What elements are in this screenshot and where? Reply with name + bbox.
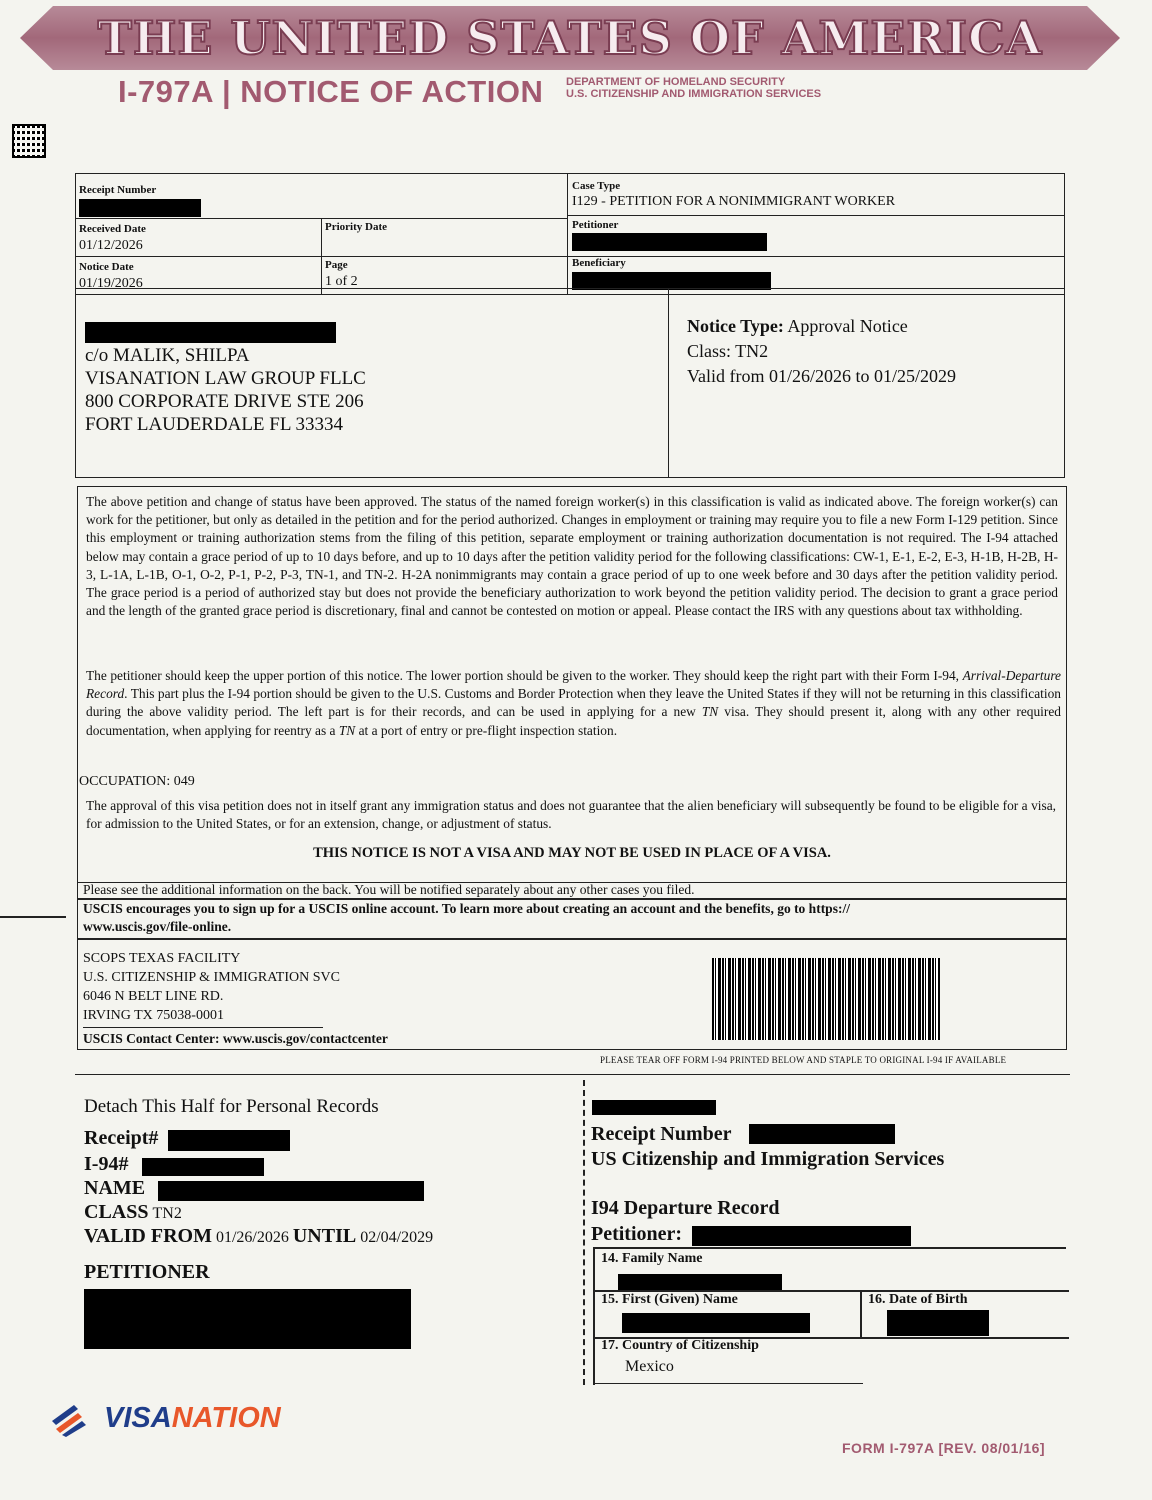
fold-mark [0, 916, 66, 918]
approval-paragraph: The above petition and change of status have been approved. The status of the named foreign worker(s) in this classification is valid as indicated above. The foreign worker(s) can work for the petitioner, but only as detailed in the petition and for the period authorized. Changes in employment or training may require you to file a new Form I-129 petition. Since this employment or training authorization stems from the filing of this petition, separate employment or training authorization documentation is not required. The I-94 attached below may contain a grace period of up to 10 days before, and up to 10 days after the petition validity period for the following classifications: CW-1, E-1, E-2, E-3, H-1B, H-2B, H-3, L-1A, L-1B, O-1, O-2, P-1, P-2, P-3, TN-1, and TN-2. H-2A nonimmigrants may contain a grace period of up to one week before and 30 days after the petition validity period. The grace period is a period of authorized stay but does not provide the beneficiary authorization to work beyond the petition validity period. The decision to grant a grace period and the length of the granted grace period is discretionary, final and cannot be contested on motion or appeal. Please contact the IRS with any questions about tax withholding. [86, 494, 1058, 619]
form-title: I-797A | NOTICE OF ACTION [118, 74, 544, 109]
notice-type-label: Notice Type: [687, 316, 784, 336]
not-a-visa-warning: THIS NOTICE IS NOT A VISA AND MAY NOT BE USED IN PLACE OF A VISA. [313, 845, 831, 861]
redacted-i94 [142, 1158, 264, 1176]
petitioner-instructions-paragraph: The petitioner should keep the upper portion of this notice. The lower portion should be given to the worker. They should keep the right part with their Form I-94, Arrival-Departure Record. This part plus the I-94 portion should be given to the U.S. Customs and Border Protection when they leave the United States if they will not be returning in this classification during the above validity period. The left part is for their records, and can be used in applying for a new TN visa. They should present it, along with any other required documentation, when applying for reentry as a TN at a port of entry or pre-flight inspection station. [86, 668, 1061, 738]
online-account-notice [83, 900, 850, 936]
redacted-dob [887, 1310, 989, 1336]
redacted-stub-name [158, 1181, 424, 1201]
occupation-code: OCCUPATION: 049 [79, 774, 195, 789]
case-type-value: I129 - PETITION FOR A NONIMMIGRANT WORKER [572, 194, 896, 209]
redacted-i94-number [592, 1100, 716, 1115]
facility-line-1: SCOPS TEXAS FACILITY [83, 951, 241, 966]
dept-line-1: DEPARTMENT OF HOMELAND SECURITY [566, 76, 786, 88]
visanation-logo-icon [48, 1401, 90, 1437]
notice-class: Class: TN2 [687, 341, 769, 361]
additional-info-text: Please see the additional information on the back. You will be notified separately about any other cases you filed. [83, 882, 695, 897]
detach-heading: Detach This Half for Personal Records [84, 1096, 379, 1117]
country-value: Mexico [625, 1358, 674, 1375]
qr-code-frame [12, 124, 46, 158]
address-line-4: FORT LAUDERDALE FL 33334 [85, 414, 344, 435]
i94-fields-box [593, 1247, 1066, 1249]
form-revision: FORM I-797A [REV. 08/01/16] [842, 1440, 1046, 1456]
family-name-label: 14. Family Name [601, 1251, 703, 1266]
contact-center: USCIS Contact Center: www.uscis.gov/contactcenter [83, 1031, 388, 1046]
redacted-receipt-number [79, 199, 201, 217]
redacted-stub-petitioner [84, 1289, 411, 1349]
stub-validity: VALID FROM 01/26/2026 UNTIL 02/04/2029 [84, 1225, 434, 1247]
redacted-stub-receipt [168, 1130, 290, 1151]
banner-title: THE UNITED STATES OF AMERICA [97, 11, 1043, 65]
redacted-right-petitioner [692, 1226, 911, 1246]
facility-line-3: 6046 N BELT LINE RD. [83, 989, 224, 1004]
stub-class-value: TN2 [152, 1205, 182, 1222]
page-value: 1 of 2 [325, 274, 358, 289]
address-line-3: 800 CORPORATE DRIVE STE 206 [85, 391, 364, 412]
stub-receipt-label: Receipt# [84, 1127, 159, 1149]
stub-petitioner-label: PETITIONER [84, 1261, 210, 1283]
redacted-first-name [622, 1313, 810, 1333]
facility-line-4: IRVING TX 75038-0001 [83, 1008, 224, 1023]
barcode-icon [712, 958, 940, 1040]
receipt-number-label: Receipt Number [79, 184, 157, 196]
page-label: Page [325, 259, 348, 271]
case-type-label: Case Type [572, 180, 621, 192]
redacted-right-receipt [749, 1124, 895, 1144]
first-name-label: 15. First (Given) Name [601, 1292, 738, 1307]
address-line-2: VISANATION LAW GROUP FLLC [85, 368, 366, 389]
stub-i94-label: I-94# [84, 1153, 129, 1175]
stub-class: CLASS TN2 [84, 1201, 182, 1223]
notice-validity: Valid from 01/26/2026 to 01/25/2029 [687, 366, 956, 386]
dob-label: 16. Date of Birth [868, 1292, 968, 1307]
approval-disclaimer: The approval of this visa petition does not in itself grant any immigration status and does not guarantee that the alien beneficiary will subsequently be found to be eligible for a visa, for admission to the United States, or for an extension, change, or adjustment of status. [86, 798, 1056, 832]
received-date-value: 01/12/2026 [79, 238, 143, 253]
petitioner-label: Petitioner [572, 219, 619, 231]
stub-name-label: NAME [84, 1177, 146, 1199]
dept-line-2: U.S. CITIZENSHIP AND IMMIGRATION SERVICES [566, 88, 822, 100]
right-petitioner-label: Petitioner: [591, 1223, 683, 1245]
case-info-grid [75, 173, 1065, 295]
notice-type-value: Approval Notice [787, 316, 908, 336]
online-account-link: www.uscis.gov/file-online. [83, 919, 232, 934]
notice-date-value: 01/19/2026 [79, 276, 143, 291]
stub-valid-until: 02/04/2029 [360, 1229, 434, 1246]
redacted-name [85, 322, 336, 343]
beneficiary-label: Beneficiary [572, 257, 626, 269]
agency-name: US Citizenship and Immigration Services [591, 1148, 945, 1170]
address-line-1: c/o MALIK, SHILPA [85, 345, 250, 366]
departure-record-heading: I94 Departure Record [591, 1197, 780, 1219]
online-account-line-1: USCIS encourages you to sign up for a USCIS online account. To learn more about creating an account and the benefits, go to https:// [83, 901, 850, 916]
mailing-address [85, 344, 366, 436]
country-label: 17. Country of Citizenship [601, 1338, 759, 1353]
right-receipt-number-label: Receipt Number [591, 1123, 732, 1145]
redacted-family-name [618, 1274, 782, 1290]
tear-off-instruction: PLEASE TEAR OFF FORM I-94 PRINTED BELOW AND STAPLE TO ORIGINAL I-94 IF AVAILABLE [600, 1055, 1007, 1065]
perforation-line [583, 1080, 585, 1385]
notice-summary [687, 314, 956, 389]
priority-date-label: Priority Date [325, 221, 387, 233]
redacted-petitioner [572, 233, 767, 251]
stub-valid-from: 01/26/2026 [215, 1229, 289, 1246]
received-date-label: Received Date [79, 223, 146, 235]
visanation-logo-text: VISANATION [104, 1402, 281, 1434]
facility-line-2: U.S. CITIZENSHIP & IMMIGRATION SVC [83, 970, 340, 985]
uscis-facility-address [83, 949, 340, 1025]
notice-date-label: Notice Date [79, 261, 134, 273]
department-name [566, 76, 821, 100]
